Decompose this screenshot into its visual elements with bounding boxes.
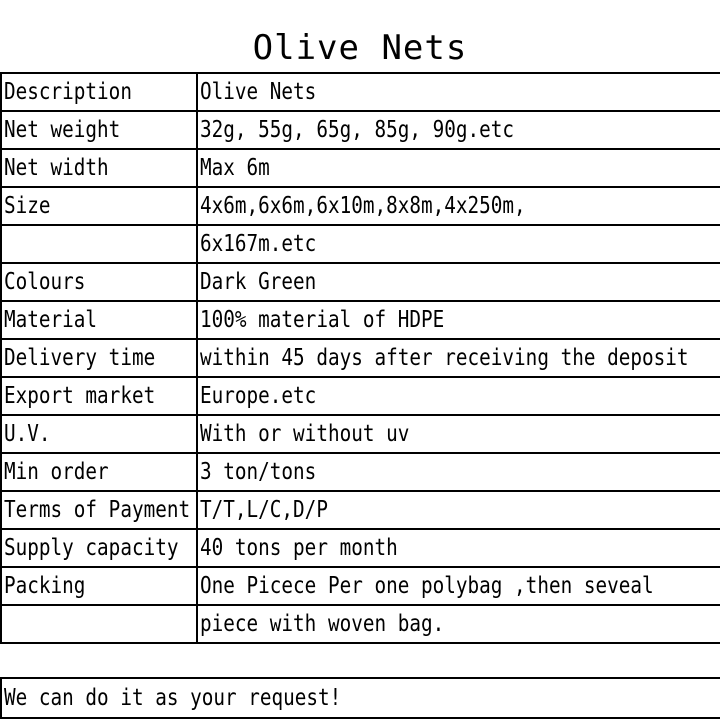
row-value: With or without uv [197, 415, 720, 453]
spec-table [0, 72, 720, 644]
row-value: Max 6m [197, 149, 720, 187]
table-row [1, 149, 720, 187]
table-row [1, 73, 720, 111]
table-row [1, 605, 720, 643]
table-row [1, 111, 720, 149]
row-label: Net width [1, 149, 197, 187]
table-row [1, 415, 720, 453]
table-row [1, 491, 720, 529]
row-value: Olive Nets [197, 73, 720, 111]
row-label: Supply capacity [1, 529, 197, 567]
table-row [1, 263, 720, 301]
row-value: Dark Green [197, 263, 720, 301]
row-value: 40 tons per month [197, 529, 720, 567]
row-value: 3 ton/tons [197, 453, 720, 491]
row-value: One Picece Per one polybag ,then seveal [197, 567, 720, 605]
row-label: Net weight [1, 111, 197, 149]
table-row [1, 377, 720, 415]
row-label: Export market [1, 377, 197, 415]
row-value: within 45 days after receiving the deposit [197, 339, 720, 377]
table-row [1, 187, 720, 225]
row-value: Europe.etc [197, 377, 720, 415]
row-value: 6x167m.etc [197, 225, 720, 263]
table-row [1, 529, 720, 567]
table-row [1, 339, 720, 377]
row-label: Colours [1, 263, 197, 301]
row-value: 100% material of HDPE [197, 301, 720, 339]
page-title: Olive Nets [252, 28, 468, 68]
row-label: Material [1, 301, 197, 339]
row-label: Packing [1, 567, 197, 605]
row-value: piece with woven bag. [197, 605, 720, 643]
row-value: T/T,L/C,D/P [197, 491, 720, 529]
table-row [1, 225, 720, 263]
row-label [1, 225, 197, 263]
row-label: Delivery time [1, 339, 197, 377]
row-label: Size [1, 187, 197, 225]
row-label: U.V. [1, 415, 197, 453]
row-label: Description [1, 73, 197, 111]
row-label [1, 605, 197, 643]
row-value: 4x6m,6x6m,6x10m,8x8m,4x250m, [197, 187, 720, 225]
footer-note: We can do it as your request! [0, 677, 720, 719]
row-value: 32g, 55g, 65g, 85g, 90g.etc [197, 111, 720, 149]
table-row [1, 301, 720, 339]
row-label: Min order [1, 453, 197, 491]
table-row [1, 567, 720, 605]
table-row [1, 453, 720, 491]
row-label: Terms of Payment [1, 491, 197, 529]
